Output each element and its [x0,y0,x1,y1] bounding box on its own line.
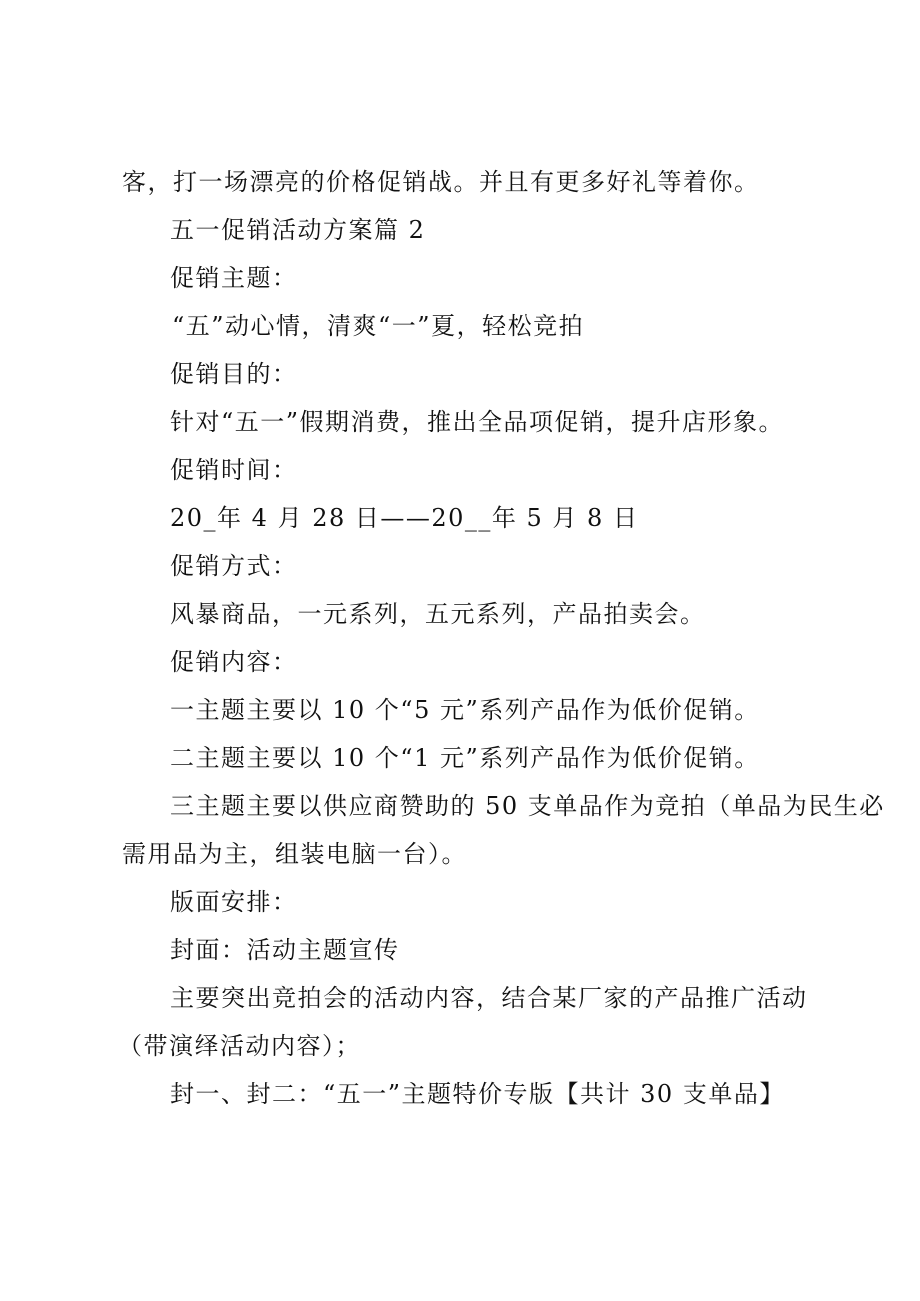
text-line-6: 针对“五一”假期消费，推出全品项促销，提升店形象。 [170,408,785,436]
text-line-5: 促销目的： [170,360,298,388]
text-line-9: 促销方式： [170,552,298,580]
text-line-3: 促销主题： [170,264,298,292]
text-line-4: “五”动心情，清爽“一”夏，轻松竞拍 [172,312,585,340]
text-line-19: （带演绎活动内容）； [118,1032,361,1060]
section-heading: 五一促销活动方案篇 2 [170,216,426,244]
text-line-11: 促销内容： [170,648,298,676]
text-line-14: 三主题主要以供应商赞助的 50 支单品作为竞拍（单品为民生必 [170,792,885,820]
text-line-10: 风暴商品，一元系列，五元系列，产品拍卖会。 [170,600,706,628]
text-line-12: 一主题主要以 10 个“5 元”系列产品作为低价促销。 [170,696,760,724]
text-line-7: 促销时间： [170,456,298,484]
text-line-18: 主要突出竞拍会的活动内容，结合某厂家的产品推广活动 [170,984,808,1012]
text-line-20: 封一、封二：“五一”主题特价专版【共计 30 支单品】 [170,1080,785,1108]
text-line-8: 20_年 4 月 28 日——20__年 5 月 8 日 [170,504,639,532]
text-line-15: 需用品为主，组装电脑一台）。 [122,840,467,868]
text-line-13: 二主题主要以 10 个“1 元”系列产品作为低价促销。 [170,744,760,772]
text-line-17: 封面：活动主题宣传 [170,936,400,964]
text-line-16: 版面安排： [170,888,298,916]
text-line-1: 客，打一场漂亮的价格促销战。并且有更多好礼等着你。 [122,168,760,196]
